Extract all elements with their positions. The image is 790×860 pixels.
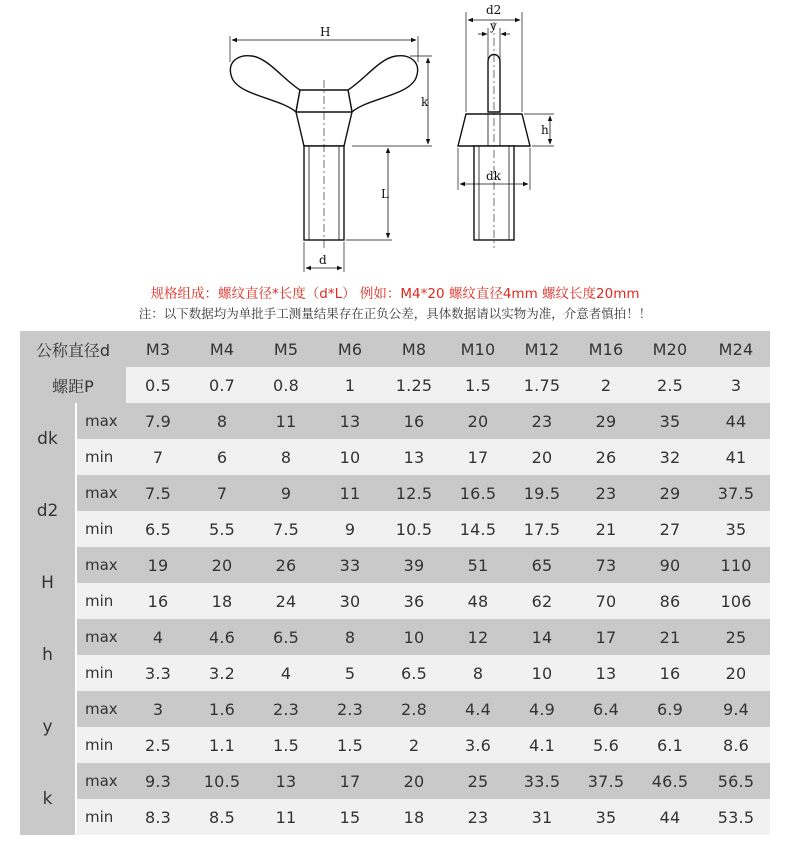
table-row bbox=[20, 655, 770, 691]
value-cell: 21 bbox=[638, 619, 702, 655]
value-cell: 110 bbox=[702, 547, 770, 583]
table-row bbox=[20, 799, 770, 835]
spec-table-container bbox=[20, 331, 770, 835]
value-cell: 10 bbox=[510, 655, 574, 691]
value-cell: 6.1 bbox=[638, 727, 702, 763]
value-cell: 37.5 bbox=[574, 763, 638, 799]
value-cell: 10 bbox=[318, 439, 382, 475]
group-label-cell: d2 bbox=[20, 475, 76, 547]
value-cell: 9.4 bbox=[702, 691, 770, 727]
pitch-value-cell: 1.75 bbox=[510, 367, 574, 403]
value-cell: 20 bbox=[446, 403, 510, 439]
value-cell: 2 bbox=[382, 727, 446, 763]
label-k: k bbox=[421, 95, 429, 109]
value-cell: 16.5 bbox=[446, 475, 510, 511]
value-cell: 37.5 bbox=[702, 475, 770, 511]
value-cell: 8 bbox=[190, 403, 254, 439]
size-header-cell: M5 bbox=[254, 331, 318, 367]
pitch-value-cell: 1.5 bbox=[446, 367, 510, 403]
value-cell: 6.9 bbox=[638, 691, 702, 727]
value-cell: 33.5 bbox=[510, 763, 574, 799]
value-cell: 90 bbox=[638, 547, 702, 583]
value-cell: 17.5 bbox=[510, 511, 574, 547]
value-cell: 30 bbox=[318, 583, 382, 619]
value-cell: 12 bbox=[446, 619, 510, 655]
value-cell: 20 bbox=[382, 763, 446, 799]
value-cell: 24 bbox=[254, 583, 318, 619]
label-dk: dk bbox=[486, 169, 501, 183]
value-cell: 4 bbox=[254, 655, 318, 691]
value-cell: 12.5 bbox=[382, 475, 446, 511]
value-cell: 25 bbox=[702, 619, 770, 655]
value-cell: 3.6 bbox=[446, 727, 510, 763]
front-view bbox=[230, 36, 432, 272]
max-label-cell: max bbox=[76, 691, 126, 727]
value-cell: 86 bbox=[638, 583, 702, 619]
value-cell: 9 bbox=[318, 511, 382, 547]
table-row bbox=[20, 475, 770, 511]
value-cell: 51 bbox=[446, 547, 510, 583]
value-cell: 16 bbox=[126, 583, 190, 619]
value-cell: 5 bbox=[318, 655, 382, 691]
pitch-value-cell: 2 bbox=[574, 367, 638, 403]
group-label-cell: h bbox=[20, 619, 76, 691]
value-cell: 36 bbox=[382, 583, 446, 619]
value-cell: 6.5 bbox=[126, 511, 190, 547]
value-cell: 23 bbox=[510, 403, 574, 439]
min-label-cell: min bbox=[76, 655, 126, 691]
table-row bbox=[20, 691, 770, 727]
header-label-cell: 公称直径d bbox=[20, 331, 126, 367]
value-cell: 29 bbox=[638, 475, 702, 511]
value-cell: 5.6 bbox=[574, 727, 638, 763]
value-cell: 20 bbox=[190, 547, 254, 583]
value-cell: 35 bbox=[638, 403, 702, 439]
value-cell: 23 bbox=[574, 475, 638, 511]
value-cell: 11 bbox=[318, 475, 382, 511]
min-label-cell: min bbox=[76, 583, 126, 619]
size-header-cell: M12 bbox=[510, 331, 574, 367]
value-cell: 17 bbox=[318, 763, 382, 799]
pitch-value-cell: 2.5 bbox=[638, 367, 702, 403]
value-cell: 1.5 bbox=[318, 727, 382, 763]
value-cell: 19.5 bbox=[510, 475, 574, 511]
value-cell: 19 bbox=[126, 547, 190, 583]
value-cell: 7.9 bbox=[126, 403, 190, 439]
value-cell: 6.5 bbox=[382, 655, 446, 691]
value-cell: 17 bbox=[446, 439, 510, 475]
min-label-cell: min bbox=[76, 799, 126, 835]
value-cell: 4.4 bbox=[446, 691, 510, 727]
max-label-cell: max bbox=[76, 619, 126, 655]
value-cell: 13 bbox=[318, 403, 382, 439]
value-cell: 1.1 bbox=[190, 727, 254, 763]
size-header-cell: M24 bbox=[702, 331, 770, 367]
label-h: h bbox=[541, 123, 549, 137]
value-cell: 8.6 bbox=[702, 727, 770, 763]
value-cell: 8 bbox=[446, 655, 510, 691]
value-cell: 7.5 bbox=[254, 511, 318, 547]
value-cell: 41 bbox=[702, 439, 770, 475]
value-cell: 70 bbox=[574, 583, 638, 619]
value-cell: 27 bbox=[638, 511, 702, 547]
value-cell: 44 bbox=[702, 403, 770, 439]
value-cell: 20 bbox=[702, 655, 770, 691]
value-cell: 53.5 bbox=[702, 799, 770, 835]
spec-table bbox=[20, 331, 770, 835]
label-d2: d2 bbox=[486, 3, 502, 17]
value-cell: 11 bbox=[254, 799, 318, 835]
value-cell: 16 bbox=[638, 655, 702, 691]
value-cell: 8.5 bbox=[190, 799, 254, 835]
value-cell: 13 bbox=[254, 763, 318, 799]
value-cell: 16 bbox=[382, 403, 446, 439]
value-cell: 33 bbox=[318, 547, 382, 583]
value-cell: 1.6 bbox=[190, 691, 254, 727]
value-cell: 6 bbox=[190, 439, 254, 475]
size-header-cell: M4 bbox=[190, 331, 254, 367]
side-view bbox=[458, 12, 554, 248]
value-cell: 46.5 bbox=[638, 763, 702, 799]
value-cell: 11 bbox=[254, 403, 318, 439]
table-row bbox=[20, 511, 770, 547]
label-d: d bbox=[319, 253, 327, 267]
value-cell: 44 bbox=[638, 799, 702, 835]
value-cell: 10.5 bbox=[190, 763, 254, 799]
size-header-cell: M8 bbox=[382, 331, 446, 367]
value-cell: 39 bbox=[382, 547, 446, 583]
value-cell: 4.9 bbox=[510, 691, 574, 727]
disclaimer-note: 注：以下数据均为单批手工测量结果存在正负公差，具体数据请以实物为准，介意者慎拍！！ bbox=[138, 306, 652, 321]
value-cell: 18 bbox=[190, 583, 254, 619]
pitch-label-cell: 螺距P bbox=[20, 367, 126, 403]
value-cell: 2.5 bbox=[126, 727, 190, 763]
min-label-cell: min bbox=[76, 511, 126, 547]
pitch-value-cell: 0.8 bbox=[254, 367, 318, 403]
max-label-cell: max bbox=[76, 763, 126, 799]
value-cell: 106 bbox=[702, 583, 770, 619]
value-cell: 8 bbox=[318, 619, 382, 655]
min-label-cell: min bbox=[76, 727, 126, 763]
label-H: H bbox=[320, 25, 331, 39]
group-label-cell: dk bbox=[20, 403, 76, 475]
value-cell: 29 bbox=[574, 403, 638, 439]
value-cell: 13 bbox=[382, 439, 446, 475]
value-cell: 26 bbox=[574, 439, 638, 475]
table-row bbox=[20, 619, 770, 655]
value-cell: 23 bbox=[446, 799, 510, 835]
table-row bbox=[20, 727, 770, 763]
value-cell: 4.1 bbox=[510, 727, 574, 763]
pitch-row bbox=[20, 367, 770, 403]
value-cell: 35 bbox=[702, 511, 770, 547]
value-cell: 2.3 bbox=[254, 691, 318, 727]
value-cell: 35 bbox=[574, 799, 638, 835]
value-cell: 10.5 bbox=[382, 511, 446, 547]
value-cell: 32 bbox=[638, 439, 702, 475]
size-header-cell: M3 bbox=[126, 331, 190, 367]
value-cell: 6.4 bbox=[574, 691, 638, 727]
spec-note: 规格组成：螺纹直径*长度（d*L） 例如：M4*20 螺纹直径4mm 螺纹长度20mm bbox=[150, 286, 640, 302]
value-cell: 7 bbox=[126, 439, 190, 475]
right-wing bbox=[348, 56, 418, 112]
pitch-value-cell: 1 bbox=[318, 367, 382, 403]
pitch-value-cell: 3 bbox=[702, 367, 770, 403]
value-cell: 48 bbox=[446, 583, 510, 619]
value-cell: 21 bbox=[574, 511, 638, 547]
value-cell: 20 bbox=[510, 439, 574, 475]
value-cell: 3 bbox=[126, 691, 190, 727]
value-cell: 9 bbox=[254, 475, 318, 511]
max-label-cell: max bbox=[76, 403, 126, 439]
value-cell: 14.5 bbox=[446, 511, 510, 547]
max-label-cell: max bbox=[76, 547, 126, 583]
size-header-cell: M6 bbox=[318, 331, 382, 367]
value-cell: 17 bbox=[574, 619, 638, 655]
value-cell: 18 bbox=[382, 799, 446, 835]
value-cell: 31 bbox=[510, 799, 574, 835]
value-cell: 9.3 bbox=[126, 763, 190, 799]
value-cell: 4.6 bbox=[190, 619, 254, 655]
size-header-cell: M16 bbox=[574, 331, 638, 367]
group-label-cell: k bbox=[20, 763, 76, 835]
pitch-value-cell: 1.25 bbox=[382, 367, 446, 403]
value-cell: 5.5 bbox=[190, 511, 254, 547]
value-cell: 14 bbox=[510, 619, 574, 655]
max-label-cell: max bbox=[76, 475, 126, 511]
table-row bbox=[20, 547, 770, 583]
size-header-cell: M20 bbox=[638, 331, 702, 367]
table-row bbox=[20, 403, 770, 439]
value-cell: 15 bbox=[318, 799, 382, 835]
value-cell: 2.3 bbox=[318, 691, 382, 727]
value-cell: 73 bbox=[574, 547, 638, 583]
label-L: L bbox=[381, 187, 389, 201]
table-row bbox=[20, 763, 770, 799]
table-row bbox=[20, 439, 770, 475]
value-cell: 3.2 bbox=[190, 655, 254, 691]
value-cell: 13 bbox=[574, 655, 638, 691]
table-row bbox=[20, 583, 770, 619]
value-cell: 56.5 bbox=[702, 763, 770, 799]
value-cell: 7 bbox=[190, 475, 254, 511]
value-cell: 8 bbox=[254, 439, 318, 475]
pitch-value-cell: 0.7 bbox=[190, 367, 254, 403]
header-row bbox=[20, 331, 770, 367]
value-cell: 3.3 bbox=[126, 655, 190, 691]
value-cell: 2.8 bbox=[382, 691, 446, 727]
value-cell: 4 bbox=[126, 619, 190, 655]
value-cell: 8.3 bbox=[126, 799, 190, 835]
value-cell: 7.5 bbox=[126, 475, 190, 511]
min-label-cell: min bbox=[76, 439, 126, 475]
value-cell: 6.5 bbox=[254, 619, 318, 655]
value-cell: 26 bbox=[254, 547, 318, 583]
left-wing bbox=[230, 56, 300, 112]
pitch-value-cell: 0.5 bbox=[126, 367, 190, 403]
group-label-cell: H bbox=[20, 547, 76, 619]
value-cell: 1.5 bbox=[254, 727, 318, 763]
label-y: y bbox=[490, 19, 497, 33]
value-cell: 65 bbox=[510, 547, 574, 583]
group-label-cell: y bbox=[20, 691, 76, 763]
value-cell: 10 bbox=[382, 619, 446, 655]
wing-nut-technical-drawing bbox=[0, 0, 790, 278]
value-cell: 25 bbox=[446, 763, 510, 799]
size-header-cell: M10 bbox=[446, 331, 510, 367]
value-cell: 62 bbox=[510, 583, 574, 619]
